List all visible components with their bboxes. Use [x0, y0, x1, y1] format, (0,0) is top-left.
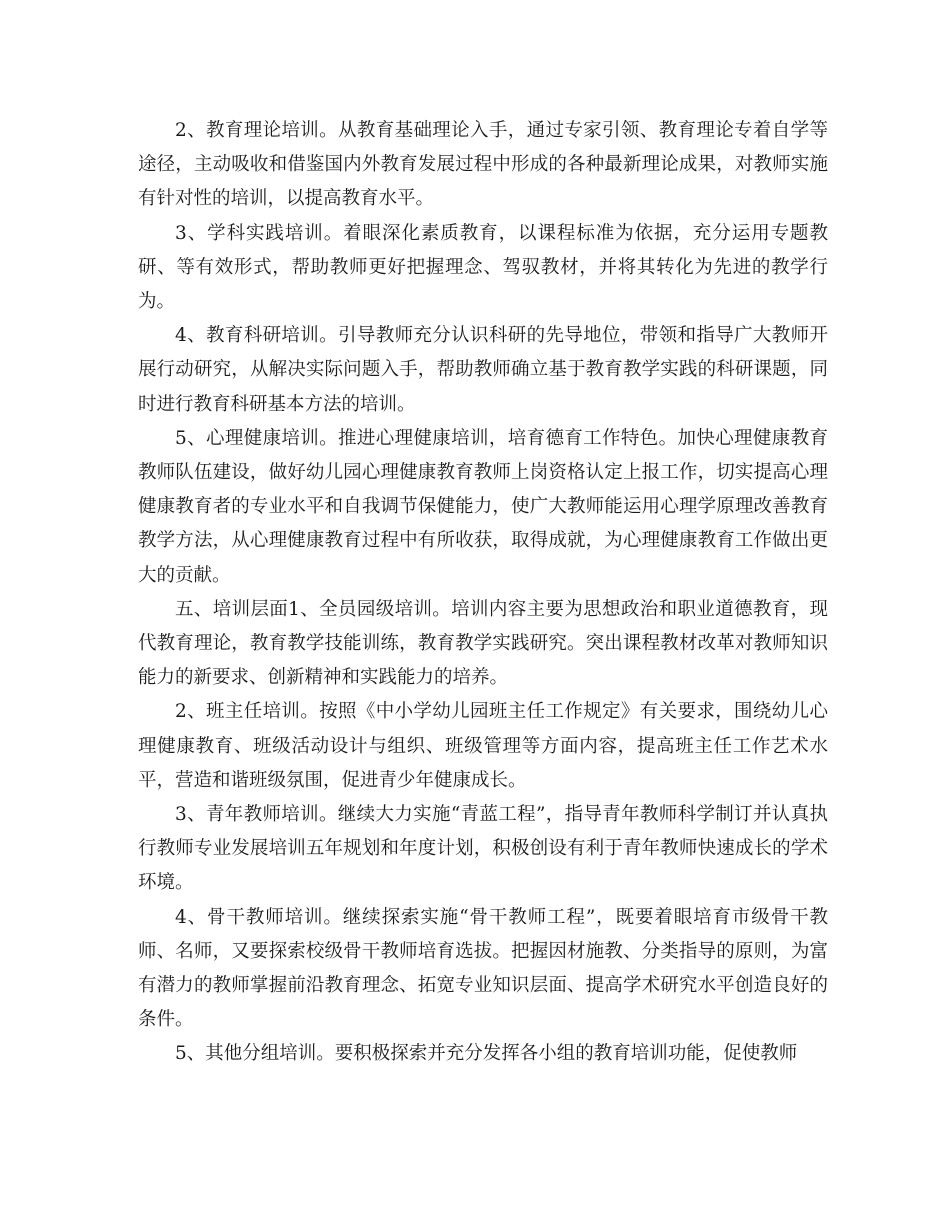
- paragraph-group-training: 5、其他分组培训。要积极探索并充分发挥各小组的教育培训功能，促使教师: [175, 1043, 798, 1065]
- document-body: [138, 114, 828, 1072]
- paragraph-subject-practice-training: 3、学科实践培训。着眼深化素质教育，以课程标准为依据，充分运用专题教研、等有效形式，帮助教师更好把握理念、驾驭教材，并将其转化为先进的教学行为。: [138, 222, 828, 313]
- paragraph-head-teacher-training: 2、班主任培训。按照《中小学幼儿园班主任工作规定》有关要求，围绕幼儿心理健康教育、班级活动设计与组织、班级管理等方面内容，提高班主任工作艺术水平，营造和谐班级氛围，促进青少年健康成长。: [138, 701, 828, 791]
- paragraph-young-teacher-training: 3、青年教师培训。继续大力实施“青蓝工程”，指导青年教师科学制订并认真执行教师专业发展培训五年规划和年度计划，积极创设有利于青年教师快速成长的学术环境。: [138, 804, 828, 894]
- paragraph-key-teacher-training: 4、骨干教师培训。继续探索实施“骨干教师工程”，既要着眼培育市级骨干教师、名师，又要探索校级骨干教师培育选拔。把握因材施教、分类指导的原则，为富有潜力的教师掌握前沿教育理念、拓宽专业知识层面、提高学术研究水平创造良好的条件。: [138, 906, 828, 1031]
- paragraph-training-levels: 五、培训层面1、全员园级培训。培训内容主要为思想政治和职业道德教育，现代教育理论，教育教学技能训练，教育教学实践研究。突出课程教材改革对教师知识能力的新要求、创新精神和实践能力的培养。: [138, 598, 828, 689]
- paragraph-research-training: 4、教育科研培训。引导教师充分认识科研的先导地位，带领和指导广大教师开展行动研究，从解决实际问题入手，帮助教师确立基于教育教学实践的科研课题，同时进行教育科研基本方法的培训。: [138, 325, 828, 415]
- paragraph-mental-health-training: 5、心理健康培训。推进心理健康培训，培育德育工作特色。加快心理健康教育教师队伍建设，做好幼儿园心理健康教育教师上岗资格认定上报工作，切实提高心理健康教育者的专业水平和自我调节保健能力，使广大教师能运用心理学原理改善教育教学方法，从心理健康教育过程中有所收获，取得成就，为心理健康教育工作做出更大的贡献。: [138, 427, 828, 586]
- paragraph-education-theory-training: 2、教育理论培训。从教育基础理论入手，通过专家引领、教育理论专着自学等途径，主动吸收和借鉴国内外教育发展过程中形成的各种最新理论成果，对教师实施有针对性的培训，以提高教育水平。: [138, 120, 828, 210]
